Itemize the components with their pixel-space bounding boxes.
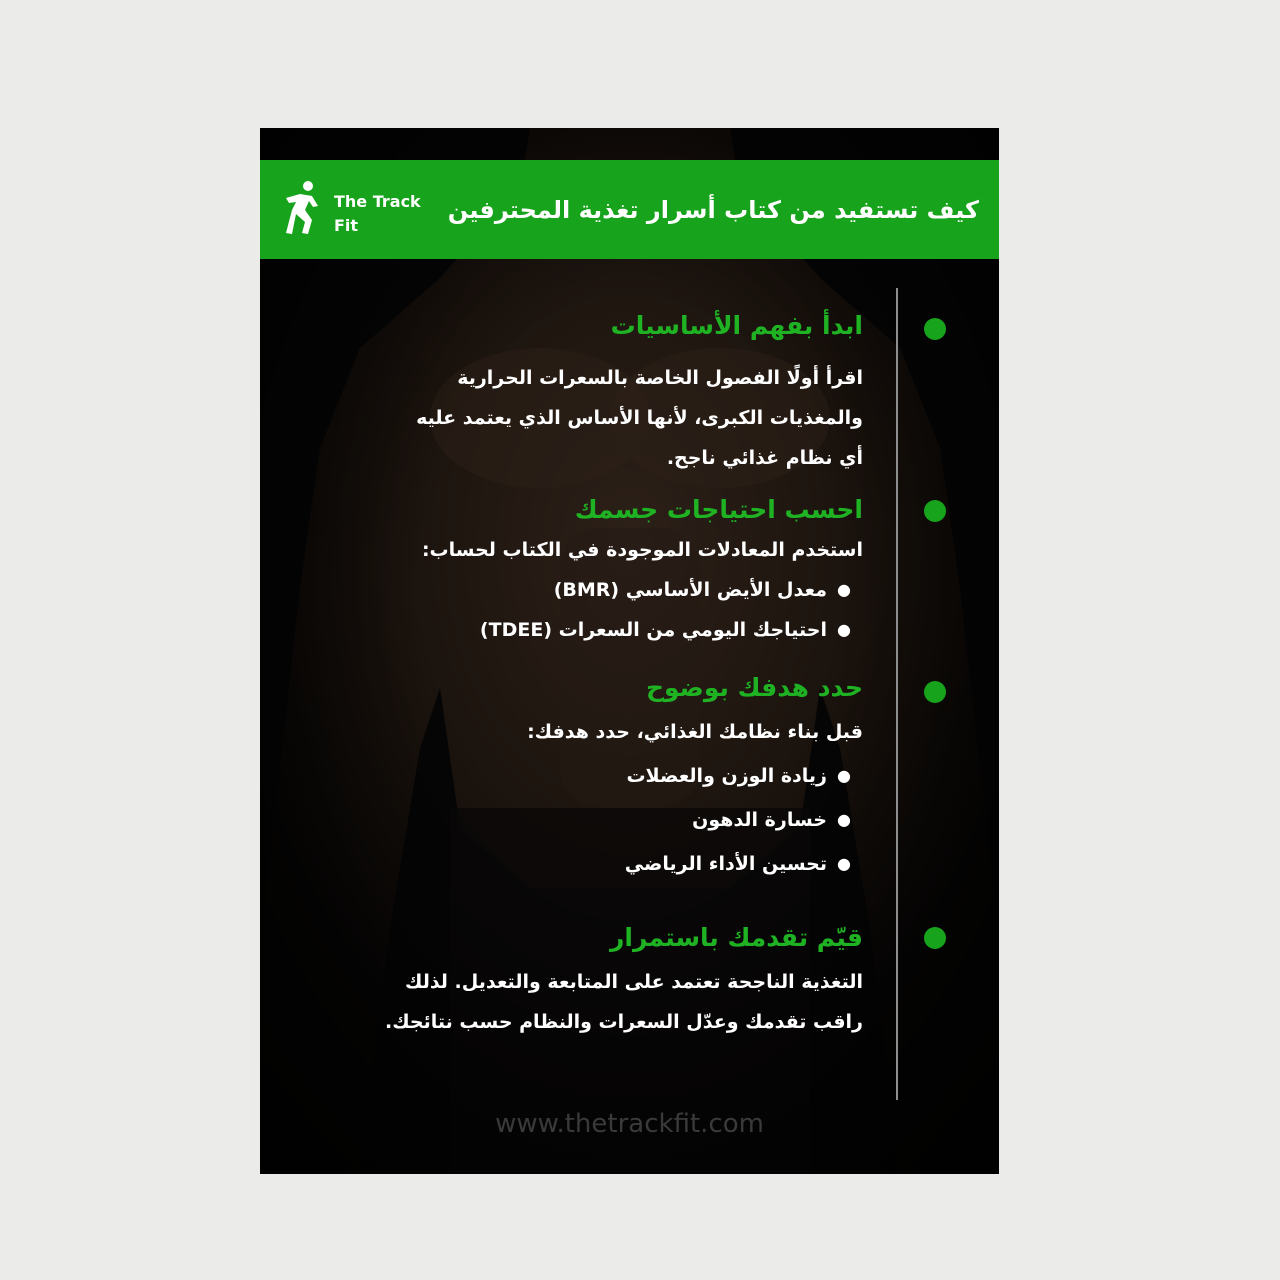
running-figure-icon: [282, 180, 322, 236]
green-dot-icon: [924, 927, 946, 949]
list-item-text: احتياجك اليومي من السعرات (TDEE): [479, 619, 827, 641]
section-text-line: راقب تقدمك وعدّل السعرات والنظام حسب نتائجك.: [385, 1011, 863, 1033]
list-item: [363, 610, 863, 650]
section-text-line: استخدم المعادلات الموجودة في الكتاب لحساب:: [421, 539, 863, 561]
section-title: قيّم تقدمك باستمرار: [609, 923, 863, 952]
section-calculate-needs: [363, 490, 863, 650]
bullet-list: [363, 570, 863, 650]
list-item-text: تحسين الأداء الرياضي: [624, 853, 827, 875]
section-text-line: قبل بناء نظامك الغذائي، حدد هدفك:: [527, 721, 863, 743]
section-title: ابدأ بفهم الأساسيات: [610, 311, 863, 340]
brand-logo: [282, 178, 432, 242]
list-item: [363, 756, 863, 796]
section-basics: [363, 306, 863, 478]
section-text-line: والمغذيات الكبرى، لأنها الأساس الذي يعتمد عليه: [416, 407, 863, 429]
section-define-goal: [363, 668, 863, 884]
timeline-line: [896, 288, 898, 1100]
list-item: [363, 800, 863, 840]
section-text-line: اقرأ أولًا الفصول الخاصة بالسعرات الحرارية: [457, 367, 863, 389]
green-dot-icon: [924, 500, 946, 522]
section-text-line: أي نظام غذائي ناجح.: [666, 447, 863, 469]
section-evaluate-progress: [363, 918, 863, 1042]
bullet-icon: ●: [837, 810, 851, 829]
section-title: حدد هدفك بوضوح: [645, 673, 863, 702]
bullet-icon: ●: [837, 854, 851, 873]
website-url: www.thetrackfit.com: [495, 1109, 764, 1139]
page-title: كيف تستفيد من كتاب أسرار تغذية المحترفين: [447, 196, 979, 224]
brand-name: The Track Fit: [334, 192, 421, 235]
bullet-icon: ●: [837, 620, 851, 639]
green-dot-icon: [924, 318, 946, 340]
list-item: [363, 570, 863, 610]
list-item-text: معدل الأيض الأساسي (BMR): [553, 579, 827, 601]
poster: [260, 128, 999, 1174]
bullet-list: [363, 756, 863, 884]
bullet-icon: ●: [837, 580, 851, 599]
section-title: احسب احتياجات جسمك: [574, 495, 863, 524]
list-item: [363, 844, 863, 884]
list-item-text: زيادة الوزن والعضلات: [626, 765, 827, 787]
green-dot-icon: [924, 681, 946, 703]
section-text-line: التغذية الناجحة تعتمد على المتابعة والتعديل. لذلك: [405, 971, 863, 993]
header-bar: [260, 160, 999, 259]
list-item-text: خسارة الدهون: [692, 809, 827, 831]
bullet-icon: ●: [837, 766, 851, 785]
